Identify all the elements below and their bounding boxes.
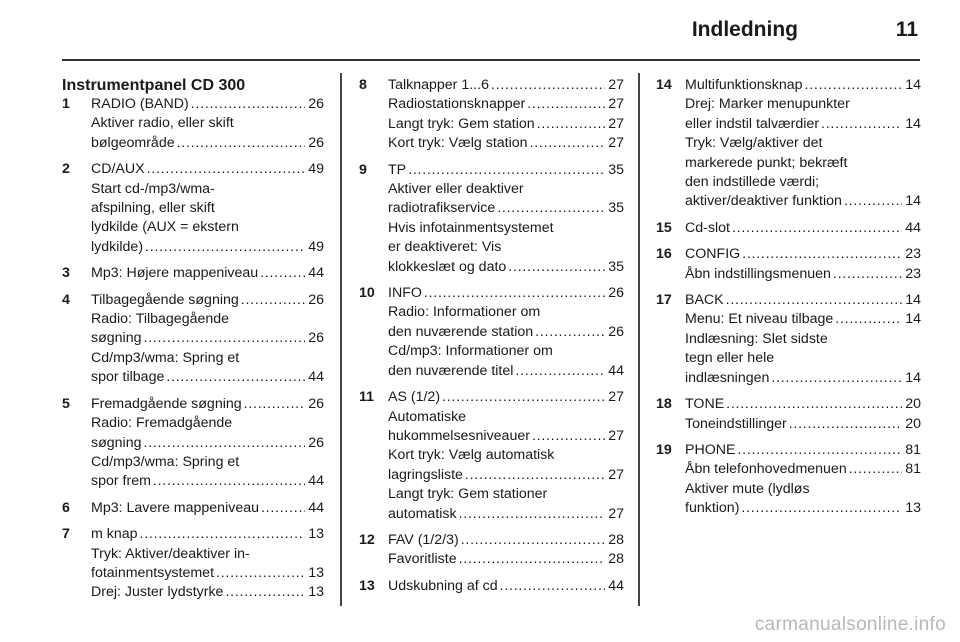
- index-entry: [62, 395, 324, 492]
- page-reference: 27: [608, 96, 624, 113]
- item-number: 9: [359, 161, 367, 178]
- entry-line: [388, 258, 624, 277]
- page-reference: 27: [608, 466, 624, 483]
- entry-line: [91, 414, 324, 433]
- page-reference: 26: [608, 323, 624, 340]
- item-number: 6: [62, 499, 70, 516]
- entry-line: [91, 199, 324, 218]
- item-number: 3: [62, 265, 70, 282]
- page-reference: 44: [308, 369, 324, 386]
- entry-text: den indstillede værdi;: [685, 174, 820, 191]
- dot-leader: [424, 284, 605, 303]
- entry-line: [91, 395, 324, 414]
- column-3: [656, 76, 921, 526]
- index-entry: [359, 76, 624, 154]
- item-number: 17: [656, 292, 672, 309]
- entry-text: RADIO (BAND): [91, 96, 189, 112]
- entry-text: Cd/mp3/wma: Spring et: [91, 349, 240, 366]
- page-reference: 35: [608, 161, 624, 178]
- dot-leader: [442, 388, 605, 407]
- entry-line: [91, 95, 324, 114]
- dot-leader: [260, 264, 305, 283]
- entry-line: [685, 330, 921, 349]
- page-reference: 28: [608, 531, 624, 548]
- entry-text: lagringsliste: [388, 466, 463, 483]
- page-reference: 23: [905, 265, 921, 282]
- entry-line: [685, 76, 921, 95]
- entry-line: [388, 362, 624, 381]
- entry-text: TONE: [685, 396, 725, 413]
- item-number: 13: [359, 577, 375, 594]
- dot-leader: [530, 134, 606, 153]
- entry-text: Cd/mp3/wma: Spring et: [91, 453, 240, 470]
- page-reference: 27: [608, 135, 624, 152]
- page-reference: 14: [905, 292, 921, 309]
- entry-line: [388, 284, 624, 303]
- entry-text: TP: [388, 161, 407, 178]
- index-entry: [656, 219, 921, 238]
- dot-leader: [805, 76, 903, 95]
- entry-text: Radio: Tilbagegående: [91, 311, 230, 328]
- index-entry: [359, 577, 624, 596]
- dot-leader: [508, 258, 605, 277]
- dot-leader: [535, 323, 605, 342]
- page-reference: 35: [608, 258, 624, 275]
- entry-line: [91, 134, 324, 153]
- entry-text: indlæsningen: [685, 369, 770, 386]
- entry-text: Kort tryk: Vælg station: [388, 135, 528, 152]
- dot-leader: [789, 415, 902, 434]
- entry-line: [388, 531, 624, 550]
- page-reference: 26: [308, 134, 324, 151]
- column-2: [359, 76, 624, 603]
- entry-line: [388, 408, 624, 427]
- entry-text: Cd/mp3: Informationer om: [388, 343, 553, 360]
- entry-text: Langt tryk: Gem stationer: [388, 486, 548, 503]
- entry-line: [685, 115, 921, 134]
- entry-text: tegn eller hele: [685, 350, 775, 367]
- entry-text: den nuværende titel: [388, 362, 514, 379]
- page-reference: 26: [308, 395, 324, 412]
- dot-leader: [732, 219, 902, 238]
- dot-leader: [140, 525, 306, 544]
- dot-leader: [726, 395, 902, 414]
- entry-line: [91, 564, 324, 583]
- entry-line: [91, 499, 324, 518]
- entry-text: Radiostationsknapper: [388, 96, 526, 113]
- entry-text: spor tilbage: [91, 369, 165, 386]
- page-reference: 20: [905, 396, 921, 413]
- entry-text: CONFIG: [685, 246, 741, 263]
- page-reference: 49: [308, 238, 324, 255]
- entry-text: eller indstil talværdier: [685, 115, 820, 132]
- entry-line: [685, 291, 921, 310]
- page-reference: 28: [608, 551, 624, 568]
- entry-text: afspilning, eller skift: [91, 200, 215, 217]
- entry-text: lydkilde (AUX = ekstern: [91, 219, 239, 236]
- watermark: carmanualsonline.info: [754, 614, 946, 635]
- dot-leader: [459, 550, 606, 569]
- index-entry: [62, 264, 324, 283]
- page-reference: 20: [905, 415, 921, 432]
- entry-text: Fremadgående søgning: [91, 395, 242, 412]
- index-entry: [62, 160, 324, 257]
- item-number: 18: [656, 396, 672, 413]
- item-number: 5: [62, 395, 70, 412]
- dot-leader: [244, 395, 306, 414]
- entry-text: klokkeslæt og dato: [388, 258, 507, 275]
- entry-line: [685, 134, 921, 153]
- page-reference: 14: [905, 369, 921, 386]
- page-reference: 13: [308, 526, 324, 543]
- dot-leader: [737, 441, 902, 460]
- page-reference: 44: [905, 219, 921, 236]
- item-number: 10: [359, 285, 375, 302]
- entry-line: [685, 154, 921, 173]
- entry-line: [91, 238, 324, 257]
- index-entry: [656, 395, 921, 434]
- entry-line: [388, 466, 624, 485]
- page-reference: 14: [905, 193, 921, 210]
- entry-line: [388, 446, 624, 465]
- item-number: 7: [62, 526, 70, 543]
- entry-line: [388, 427, 624, 446]
- page-number: 11: [895, 18, 918, 41]
- entry-line: [388, 577, 624, 596]
- entry-text: hukommelsesniveauer: [388, 427, 530, 444]
- item-number: 8: [359, 77, 367, 93]
- entry-line: [685, 349, 921, 368]
- page-reference: 14: [905, 77, 921, 93]
- dot-leader: [742, 245, 902, 264]
- dot-leader: [408, 161, 605, 180]
- entry-line: [685, 310, 921, 329]
- dot-leader: [844, 192, 902, 211]
- column-1: [62, 76, 324, 610]
- entry-line: [91, 160, 324, 179]
- dot-leader: [726, 291, 903, 310]
- page-reference: 35: [608, 200, 624, 217]
- dot-leader: [465, 466, 605, 485]
- entry-line: [685, 219, 921, 238]
- entry-text: er deaktiveret: Vis: [388, 239, 502, 256]
- entry-text: Cd-slot: [685, 219, 730, 236]
- dot-leader: [497, 199, 605, 218]
- index-entry: [359, 531, 624, 570]
- entry-text: Aktiver mute (lydløs: [685, 480, 810, 497]
- item-number: 1: [62, 96, 70, 112]
- index-entry: [656, 441, 921, 519]
- item-number: 19: [656, 441, 672, 458]
- entry-line: [388, 238, 624, 257]
- index-entry: [62, 95, 324, 153]
- dot-leader: [833, 265, 902, 284]
- entry-text: radiotrafikservice: [388, 200, 496, 217]
- entry-line: [685, 265, 921, 284]
- item-number: 16: [656, 246, 672, 263]
- entry-text: AS (1/2): [388, 389, 441, 406]
- entry-text: aktiver/deaktiver funktion: [685, 193, 842, 210]
- entry-text: Tilbagegående søgning: [91, 291, 239, 308]
- dot-leader: [537, 115, 606, 134]
- entry-line: [685, 460, 921, 479]
- entry-text: lydkilde): [91, 238, 144, 255]
- dot-leader: [835, 310, 902, 329]
- entry-line: [91, 349, 324, 368]
- entry-line: [388, 550, 624, 569]
- page-reference: 26: [308, 96, 324, 112]
- page-reference: 44: [608, 362, 624, 379]
- entry-line: [685, 395, 921, 414]
- page-reference: 14: [905, 311, 921, 328]
- index-entry: [359, 388, 624, 524]
- index-entry: [62, 525, 324, 603]
- dot-leader: [177, 134, 306, 153]
- entry-line: [388, 505, 624, 524]
- entry-line: [388, 76, 624, 95]
- dot-leader: [145, 238, 305, 257]
- entry-text: Aktiver radio, eller skift: [91, 115, 234, 132]
- entry-line: [91, 329, 324, 348]
- entry-line: [685, 245, 921, 264]
- page-reference: 81: [905, 461, 921, 478]
- entry-text: Toneindstillinger: [685, 415, 787, 432]
- entry-text: Tryk: Vælg/aktiver det: [685, 135, 823, 152]
- entry-text: Langt tryk: Gem station: [388, 115, 535, 132]
- entry-text: Hvis infotainmentsystemet: [388, 219, 554, 236]
- dot-leader: [261, 499, 305, 518]
- entry-line: [388, 199, 624, 218]
- entry-text: BACK: [685, 292, 724, 309]
- entry-line: [91, 218, 324, 237]
- index-entry: [656, 245, 921, 284]
- page-reference: 13: [905, 500, 921, 517]
- dot-leader: [532, 427, 605, 446]
- dot-leader: [849, 460, 903, 479]
- section-title: Instrumentpanel CD 300: [62, 77, 246, 94]
- column-divider-1: [340, 73, 342, 606]
- dot-leader: [461, 531, 606, 550]
- entry-line: [388, 323, 624, 342]
- entry-line: [685, 95, 921, 114]
- column-divider-2: [638, 73, 640, 606]
- index-entry: [656, 76, 921, 212]
- dot-leader: [147, 160, 306, 179]
- page-reference: 44: [308, 473, 324, 490]
- header-divider: [62, 59, 920, 61]
- entry-text: Radio: Informationer om: [388, 304, 541, 321]
- item-number: 14: [656, 77, 672, 93]
- entry-line: [91, 114, 324, 133]
- entry-line: [388, 180, 624, 199]
- entry-line: [388, 219, 624, 238]
- entry-text: Tryk: Aktiver/deaktiver in-: [91, 545, 250, 562]
- entry-text: markerede punkt; bekræft: [685, 154, 848, 171]
- entry-text: Drej: Juster lydstyrke: [91, 584, 224, 601]
- dot-leader: [821, 115, 902, 134]
- index-entry: [359, 161, 624, 277]
- dot-leader: [500, 577, 606, 596]
- page-reference: 44: [308, 265, 324, 282]
- dot-leader: [225, 583, 305, 602]
- entry-text: søgning: [91, 330, 142, 347]
- entry-text: fotainmentsystemet: [91, 564, 215, 581]
- page-reference: 13: [308, 564, 324, 581]
- page-reference: 26: [308, 434, 324, 451]
- dot-leader: [459, 505, 606, 524]
- dot-leader: [741, 499, 902, 518]
- entry-text: Aktiver eller deaktiver: [388, 181, 524, 198]
- page-reference: 44: [308, 499, 324, 516]
- dot-leader: [143, 329, 305, 348]
- entry-text: Indlæsning: Slet sidste: [685, 330, 828, 347]
- entry-line: [685, 192, 921, 211]
- entry-line: [91, 525, 324, 544]
- item-number: 2: [62, 161, 70, 178]
- dot-leader: [216, 564, 305, 583]
- page-reference: 23: [905, 246, 921, 263]
- page-reference: 13: [308, 584, 324, 601]
- entry-text: funktion): [685, 500, 740, 517]
- entry-line: [388, 485, 624, 504]
- running-header-title: Indledning: [691, 18, 798, 41]
- page-reference: 26: [608, 285, 624, 302]
- entry-text: CD/AUX: [91, 161, 145, 178]
- entry-line: [91, 180, 324, 199]
- page-reference: 14: [905, 115, 921, 132]
- entry-line: [91, 310, 324, 329]
- entry-line: [91, 472, 324, 491]
- entry-line: [685, 369, 921, 388]
- dot-leader: [527, 95, 605, 114]
- page-reference: 26: [308, 291, 324, 308]
- page-reference: 27: [608, 389, 624, 406]
- dot-leader: [166, 368, 305, 387]
- entry-text: søgning: [91, 434, 142, 451]
- index-entry: [656, 291, 921, 388]
- entry-text: FAV (1/2/3): [388, 531, 459, 548]
- page-reference: 81: [905, 441, 921, 458]
- page-reference: 49: [308, 161, 324, 178]
- dot-leader: [143, 434, 305, 453]
- entry-text: Drej: Marker menupunkter: [685, 96, 850, 113]
- entry-text: Mp3: Højere mappeniveau: [91, 265, 259, 282]
- entry-text: den nuværende station: [388, 323, 534, 340]
- dot-leader: [491, 76, 605, 95]
- entry-text: automatisk: [388, 505, 457, 522]
- entry-text: bølgeområde: [91, 134, 175, 151]
- entry-line: [388, 95, 624, 114]
- entry-line: [388, 388, 624, 407]
- entry-text: Start cd-/mp3/wma-: [91, 180, 215, 197]
- index-entry: [359, 284, 624, 381]
- entry-text: Udskubning af cd: [388, 577, 498, 594]
- entry-line: [91, 368, 324, 387]
- entry-text: Automatiske: [388, 408, 467, 425]
- page-reference: 26: [308, 330, 324, 347]
- entry-text: Favoritliste: [388, 551, 457, 568]
- entry-line: [685, 441, 921, 460]
- entry-line: [91, 583, 324, 602]
- dot-leader: [515, 362, 605, 381]
- entry-text: spor frem: [91, 473, 151, 490]
- entry-line: [91, 434, 324, 453]
- entry-line: [91, 264, 324, 283]
- entry-text: Talknapper 1...6: [388, 77, 489, 93]
- dot-leader: [771, 369, 902, 388]
- entry-line: [388, 303, 624, 322]
- entry-text: Menu: Et niveau tilbage: [685, 311, 834, 328]
- page-reference: 27: [608, 77, 624, 93]
- dot-leader: [153, 472, 305, 491]
- entry-line: [388, 342, 624, 361]
- entry-line: [388, 134, 624, 153]
- index-entry: [62, 291, 324, 388]
- dot-leader: [191, 95, 305, 114]
- entry-text: Åbn indstillingsmenuen: [685, 265, 831, 282]
- entry-text: INFO: [388, 285, 422, 302]
- dot-leader: [241, 291, 305, 310]
- entry-line: [685, 499, 921, 518]
- entry-line: [388, 161, 624, 180]
- item-number: 4: [62, 291, 70, 308]
- entry-line: [685, 415, 921, 434]
- entry-text: Kort tryk: Vælg automatisk: [388, 447, 555, 464]
- entry-line: [91, 291, 324, 310]
- entry-line: [388, 115, 624, 134]
- index-entry: [62, 499, 324, 518]
- item-number: 11: [359, 389, 374, 406]
- page-reference: 27: [608, 505, 624, 522]
- entry-text: Mp3: Lavere mappeniveau: [91, 499, 259, 516]
- item-number: 12: [359, 531, 375, 548]
- page-reference: 27: [608, 115, 624, 132]
- entry-text: m knap: [91, 526, 138, 543]
- entry-line: [685, 480, 921, 499]
- entry-text: Åbn telefonhovedmenuen: [685, 461, 847, 478]
- entry-line: [685, 173, 921, 192]
- page-reference: 44: [608, 577, 624, 594]
- item-number: 15: [656, 219, 672, 236]
- entry-line: [91, 545, 324, 564]
- entry-text: Radio: Fremadgående: [91, 415, 233, 432]
- entry-text: Multifunktionsknap: [685, 77, 803, 93]
- entry-line: [91, 453, 324, 472]
- page-reference: 27: [608, 427, 624, 444]
- entry-text: PHONE: [685, 441, 736, 458]
